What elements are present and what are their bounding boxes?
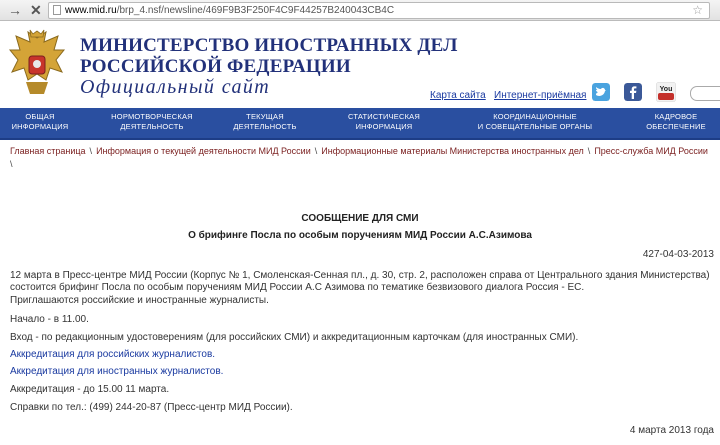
menu-item-normative[interactable] (110, 112, 194, 132)
menu-item-general[interactable] (10, 112, 70, 132)
facebook-icon[interactable] (624, 83, 642, 101)
back-arrow-icon[interactable]: → (8, 2, 22, 18)
site-title[interactable] (80, 35, 458, 77)
address-bar[interactable] (48, 2, 710, 19)
menu-item-statistics-line2: ИНФОРМАЦИЯ (355, 122, 413, 131)
menu-item-general-line1: ОБЩАЯ (25, 112, 55, 121)
document-number: 427-04-03-2013 (642, 249, 714, 260)
reception-link[interactable]: Интернет-приёмная (494, 90, 587, 101)
breadcrumb-current-activity[interactable]: Информация о текущей деятельности МИД России (96, 146, 311, 156)
breadcrumb-separator: \ (314, 146, 318, 156)
url-domain: www.mid.ru (65, 5, 117, 16)
youtube-icon[interactable] (656, 82, 676, 102)
start-time: Начало - в 11.00. (10, 314, 89, 325)
publication-date: 4 марта 2013 года (629, 425, 714, 436)
site-title-line2: РОССИЙСКОЙ ФЕДЕРАЦИИ (80, 56, 351, 77)
menu-item-personnel-line2: ОБЕСПЕЧЕНИЕ (646, 122, 706, 131)
menu-item-statistics[interactable] (344, 112, 424, 132)
breadcrumb-separator: \ (89, 146, 93, 156)
paragraph-invite: Приглашаются российские и иностранные журналисты. (10, 295, 269, 306)
menu-item-statistics-line1: СТАТИСТИЧЕСКАЯ (347, 112, 421, 121)
message-title: О брифинге Посла по особым поручениям МИД России А.С.Азимова (188, 230, 532, 241)
menu-item-current-line1: ТЕКУЩАЯ (246, 112, 284, 121)
coat-of-arms-icon (6, 28, 68, 100)
twitter-icon[interactable] (592, 83, 610, 101)
search-input[interactable] (690, 86, 720, 101)
browser-toolbar (0, 0, 720, 21)
breadcrumb-separator: \ (587, 146, 591, 156)
breadcrumb (10, 145, 715, 171)
menu-item-coordination-line1: КООРДИНАЦИОННЫЕ (493, 112, 577, 121)
accreditation-deadline: Аккредитация - до 15.00 11 марта. (10, 384, 170, 395)
menu-item-current-line2: ДЕЯТЕЛЬНОСТЬ (233, 122, 297, 131)
paragraph-main: 12 марта в Пресс-центре МИД России (Корпус № 1, Смоленская-Сенная пл., д. 30, стр. 2, расположен справа от Центрального здания Министерства) состоится брифинг Посла по особым поручениям МИД России А.С Азимова по тематике безвизового диалога Россия - ЕС. (10, 270, 710, 293)
youtube-label: You (659, 86, 673, 93)
star-icon[interactable]: ☆ (692, 3, 703, 17)
menu-item-coordination-line2: И СОВЕЩАТЕЛЬНЫЕ ОРГАНЫ (477, 122, 593, 131)
accreditation-foreign-link[interactable]: Аккредитация для иностранных журналистов. (10, 366, 224, 377)
breadcrumb-press-service[interactable]: Пресс-служба МИД России (594, 146, 708, 156)
menu-item-general-line2: ИНФОРМАЦИЯ (11, 122, 69, 131)
menu-item-personnel-line1: КАДРОВОЕ (654, 112, 698, 121)
close-icon[interactable]: ✕ (30, 2, 42, 18)
breadcrumb-separator: \ (10, 159, 13, 169)
phone-info: Справки по тел.: (499) 244-20-87 (Пресс-центр МИД России). (10, 402, 293, 413)
site-map-link[interactable]: Карта сайта (430, 90, 486, 101)
breadcrumb-info-materials[interactable]: Информационные материалы Министерства иностранных дел (321, 146, 584, 156)
menu-item-personnel[interactable] (638, 112, 714, 132)
url-path: /brp_4.nsf/newsline/469F9B3F250F4C9F44257B240043CB4C (116, 5, 395, 16)
page-icon (53, 5, 61, 15)
main-menu (0, 108, 720, 140)
menu-item-coordination[interactable] (476, 112, 594, 132)
entry-info: Вход - по редакционным удостоверениям (для российских СМИ) и аккредитационным карточкам (для иностранных СМИ). (10, 332, 579, 343)
message-heading: СООБЩЕНИЕ ДЛЯ СМИ (301, 213, 419, 224)
breadcrumb-home[interactable]: Главная страница (10, 146, 86, 156)
site-subtitle: Официальный сайт (80, 76, 271, 98)
menu-item-normative-line2: ДЕЯТЕЛЬНОСТЬ (120, 122, 184, 131)
site-title-line1: МИНИСТЕРСТВО ИНОСТРАННЫХ ДЕЛ (80, 35, 458, 56)
menu-item-current[interactable] (232, 112, 298, 132)
accreditation-russian-link[interactable]: Аккредитация для российских журналистов. (10, 349, 216, 360)
menu-item-normative-line1: НОРМОТВОРЧЕСКАЯ (111, 112, 193, 121)
